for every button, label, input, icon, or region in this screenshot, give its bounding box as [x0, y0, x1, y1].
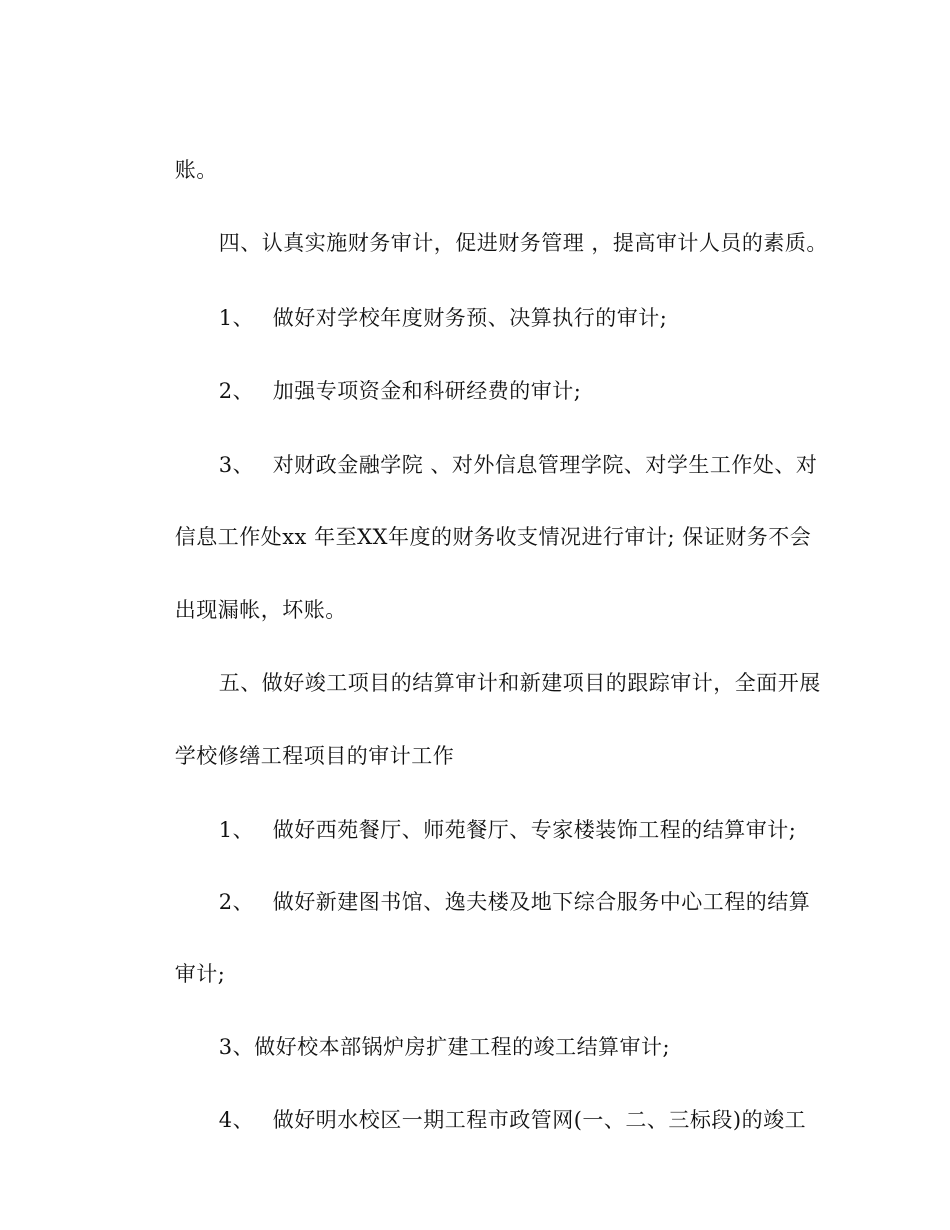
- list-number: 2、: [218, 379, 255, 403]
- list-number: 1、: [218, 818, 255, 842]
- list-item: [190, 1078, 806, 1162]
- list-item: [190, 276, 667, 360]
- paragraph-line: [146, 714, 454, 798]
- list-text: 做好明水校区一期工程市政管网(一、二、三标段)的竣工: [272, 1108, 807, 1132]
- line-text: 出现漏帐，坏账。: [174, 598, 347, 622]
- list-number: 2、: [218, 890, 255, 914]
- list-text: 做好新建图书馆、逸夫楼及地下综合服务中心工程的结算: [272, 890, 811, 914]
- section-heading: [190, 201, 828, 285]
- line-text: 学校修缮工程项目的审计工作: [174, 744, 455, 768]
- list-text: 做好西苑餐厅、师苑餐厅、专家楼装饰工程的结算审计;: [272, 818, 797, 842]
- list-text: 对财政金融学院 、对外信息管理学院、对学生工作处、对: [272, 453, 818, 477]
- paragraph-line: [146, 568, 347, 652]
- list-number: 3、: [218, 453, 255, 477]
- paragraph-line: [146, 932, 225, 1016]
- line-text: 账。: [174, 158, 218, 182]
- line-text: 审计;: [174, 962, 226, 986]
- list-item: [190, 349, 581, 433]
- line-text: 信息工作处xx 年至XX年度的财务收支情况进行审计; 保证财务不会: [174, 525, 812, 549]
- list-number: 4、: [218, 1108, 255, 1132]
- list-item: [190, 860, 810, 944]
- list-number: 1、: [218, 306, 255, 330]
- paragraph-line: [146, 495, 811, 579]
- list-item: [190, 1005, 670, 1089]
- list-text: 加强专项资金和科研经费的审计;: [272, 379, 582, 403]
- section-heading: [190, 641, 821, 725]
- heading-text: 四、认真实施财务审计，促进财务管理 ，提高审计人员的素质。: [218, 231, 828, 255]
- list-text: 做好对学校年度财务预、决算执行的审计;: [272, 306, 668, 330]
- paragraph-line: [146, 128, 218, 212]
- heading-text: 五、做好竣工项目的结算审计和新建项目的跟踪审计，全面开展: [218, 671, 821, 695]
- list-text: 3、做好校本部锅炉房扩建工程的竣工结算审计;: [218, 1035, 671, 1059]
